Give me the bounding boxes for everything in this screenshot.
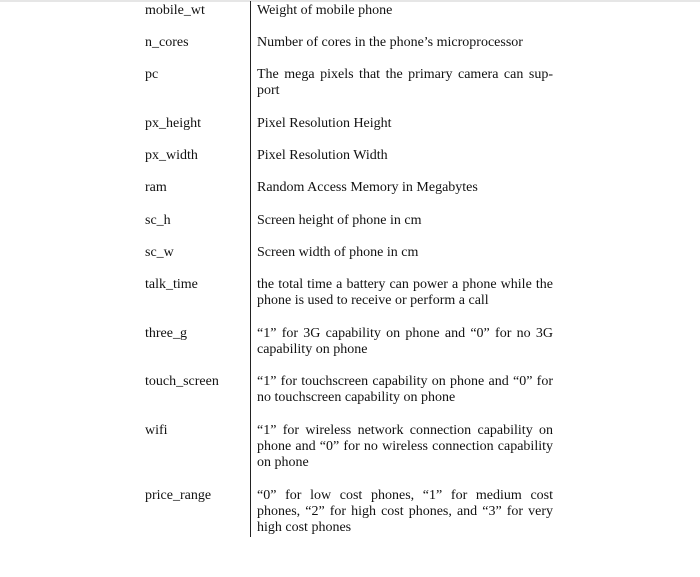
variable-name: sc_h bbox=[145, 213, 171, 228]
variable-name: n_cores bbox=[145, 35, 189, 50]
column-divider bbox=[250, 1, 251, 537]
variable-name: touch_screen bbox=[145, 374, 219, 389]
variable-name: talk_time bbox=[145, 277, 198, 292]
variable-description: Weight of mobile phone bbox=[257, 3, 393, 18]
top-rule bbox=[0, 0, 700, 2]
variable-description: “1” for touchscreen capability on phone and “0” for no touchscreen capability on phone bbox=[257, 374, 553, 405]
variable-name: mobile_wt bbox=[145, 3, 205, 18]
variable-name: three_g bbox=[145, 326, 187, 341]
variable-description: the total time a battery can power a phone while the phone is used to receive or perform a call bbox=[257, 277, 553, 308]
variable-name: pc bbox=[145, 67, 159, 82]
variable-description: The mega pixels that the primary camera can support bbox=[257, 67, 553, 98]
variable-description: “1” for wireless network connection capability on phone and “0” for no wireless connection capability on phone bbox=[257, 423, 553, 470]
variable-description: Screen width of phone in cm bbox=[257, 245, 419, 260]
variable-description: Pixel Resolution Height bbox=[257, 116, 392, 131]
variable-description: Random Access Memory in Megabytes bbox=[257, 180, 478, 195]
variable-description: Pixel Resolution Width bbox=[257, 148, 388, 163]
variable-name: sc_w bbox=[145, 245, 174, 260]
variable-name: px_width bbox=[145, 148, 198, 163]
variable-description: “1” for 3G capability on phone and “0” for no 3G capability on phone bbox=[257, 326, 553, 357]
variable-name: ram bbox=[145, 180, 167, 195]
variable-description: Screen height of phone in cm bbox=[257, 213, 422, 228]
variable-name: px_height bbox=[145, 116, 201, 131]
variable-description: “0” for low cost phones, “1” for medium cost phones, “2” for high cost phones, and “3” for very high cost phones bbox=[257, 488, 553, 535]
variable-description: Number of cores in the phone’s microprocessor bbox=[257, 35, 523, 50]
variable-name: wifi bbox=[145, 423, 168, 438]
variable-name: price_range bbox=[145, 488, 212, 503]
